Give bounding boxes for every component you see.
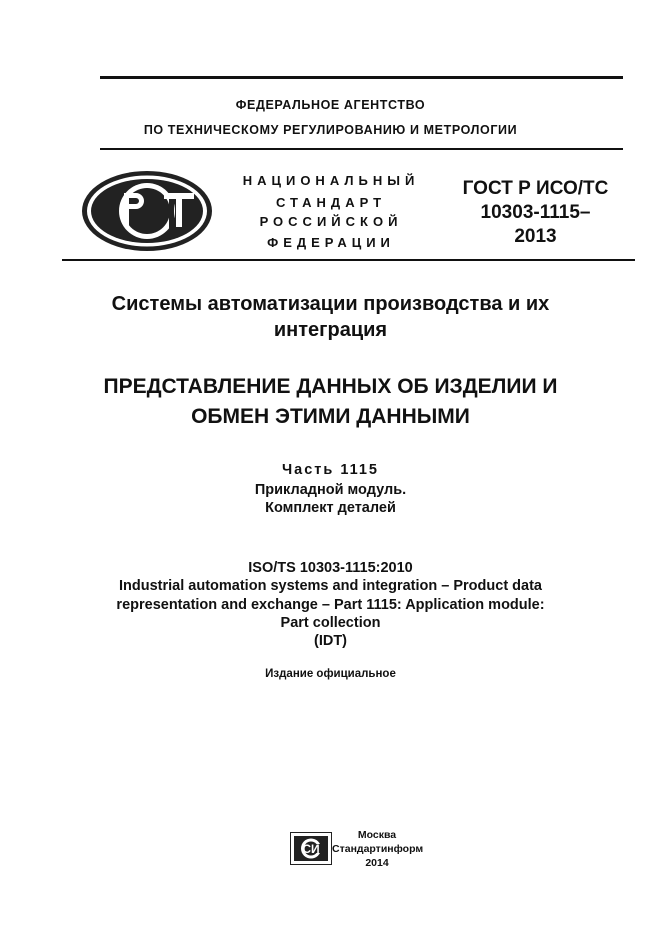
standard-designation-line-3: 2013 (514, 226, 557, 247)
iso-line-5: (IDT) (313, 633, 347, 649)
agency-line-2: ПО ТЕХНИЧЕСКОМУ РЕГУЛИРОВАНИЮ И МЕТРОЛОГИИ (143, 123, 518, 137)
gost-r-logo-icon (80, 169, 214, 253)
national-standard-line-4: ФЕДЕРАЦИИ (267, 235, 395, 250)
edition-label: Издание официальное (265, 668, 396, 680)
top-rule (100, 76, 623, 79)
title-sub-line-1: ПРЕДСТАВЛЕНИЕ ДАННЫХ ОБ ИЗДЕЛИИ И (103, 375, 558, 398)
national-standard-line-3: РОССИЙСКОЙ (259, 214, 403, 229)
part-number: Часть 1115 (281, 462, 380, 478)
iso-line-1: ISO/TS 10303-1115:2010 (248, 560, 413, 576)
standartinform-logo-text: СИ (302, 842, 320, 856)
standard-designation-line-2: 10303-1115– (480, 202, 591, 223)
title-main-line-2: интеграция (273, 319, 388, 341)
part-title-line-1: Прикладной модуль. (254, 482, 407, 498)
standard-designation-line-1: ГОСТ Р ИСО/ТС (462, 178, 609, 199)
part-title-line-2: Комплект деталей (265, 500, 396, 516)
iso-line-3: representation and exchange – Part 1115: Application module: (116, 597, 545, 613)
standartinform-logo-icon (290, 832, 332, 865)
agency-line-1: ФЕДЕРАЛЬНОЕ АГЕНТСТВО (235, 98, 426, 112)
national-standard-line-1: НАЦИОНАЛЬНЫЙ (242, 173, 420, 188)
publisher-name: Стандартинформ (332, 843, 424, 855)
title-main-line-1: Системы автоматизации производства и их (111, 293, 550, 315)
iso-line-2: Industrial automation systems and integration – Product data (119, 578, 542, 594)
header-bottom-rule (62, 259, 635, 261)
publisher-year: 2014 (365, 857, 389, 869)
iso-line-4: Part collection (280, 615, 381, 631)
agency-rule (100, 148, 623, 150)
national-standard-line-2: СТАНДАРТ (275, 195, 387, 210)
title-sub-line-2: ОБМЕН ЭТИМИ ДАННЫМИ (191, 405, 470, 428)
publisher-city: Москва (357, 829, 397, 841)
